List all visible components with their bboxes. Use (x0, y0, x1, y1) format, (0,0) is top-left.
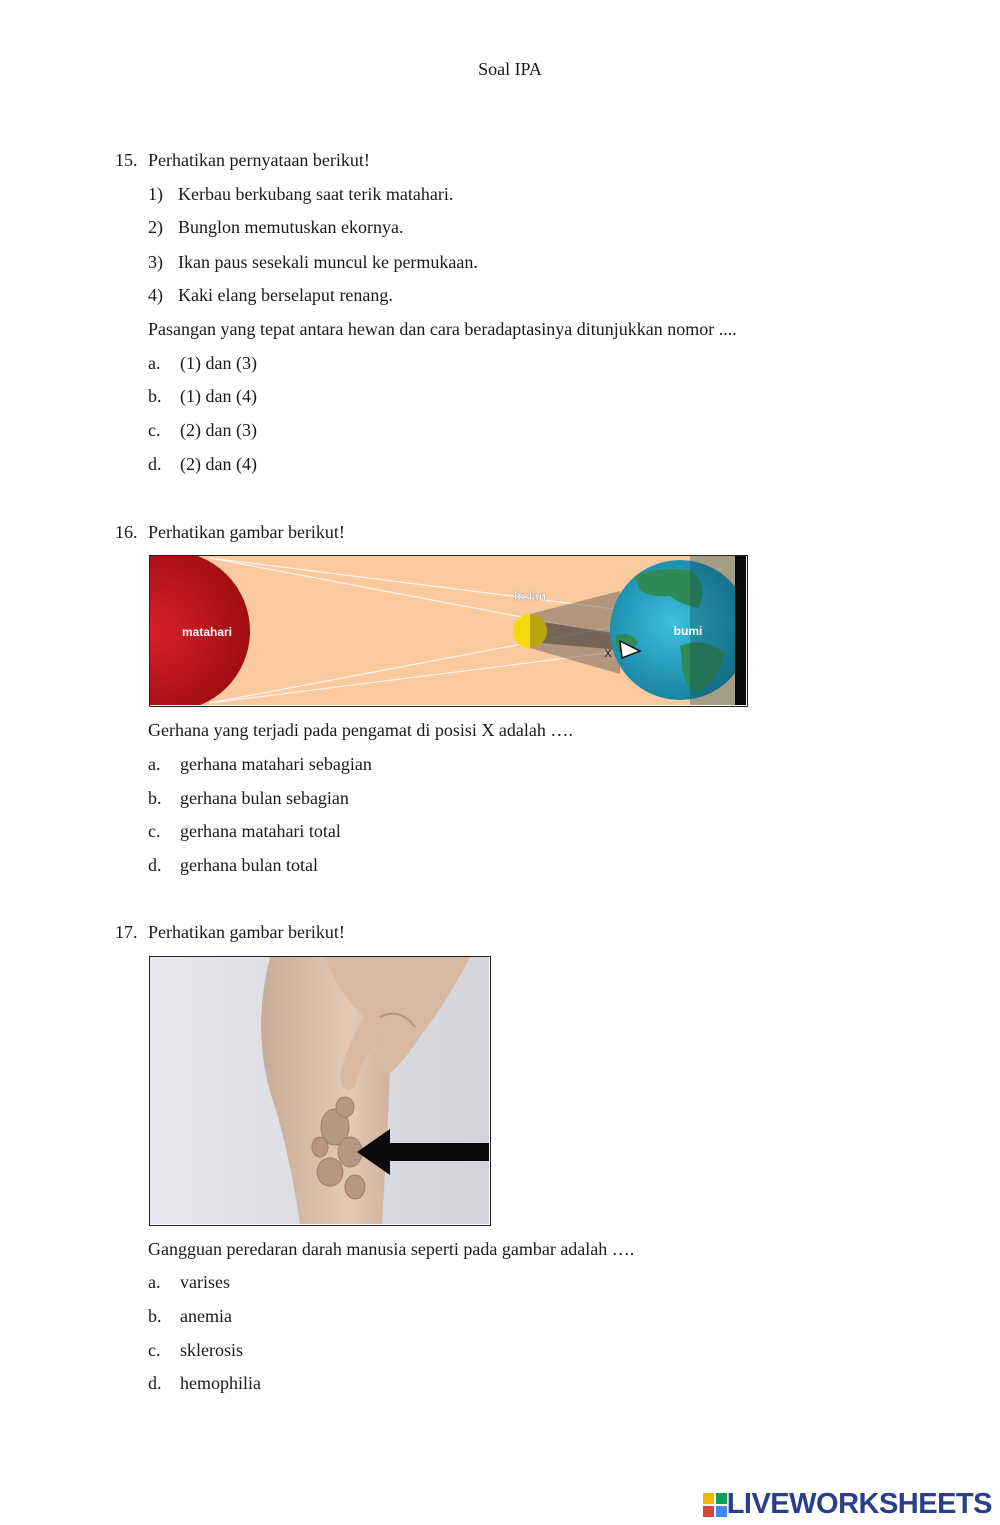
page-title: Soal IPA (478, 59, 542, 79)
option-letter: d. (148, 855, 162, 875)
option-text: (2) dan (4) (180, 454, 257, 474)
option-text: gerhana bulan sebagian (180, 788, 349, 808)
option-text: hemophilia (180, 1373, 261, 1393)
statement-number: 1) (148, 184, 163, 204)
option-letter: a. (148, 1272, 161, 1292)
option-text: (1) dan (3) (180, 353, 257, 373)
option-letter: b. (148, 788, 162, 808)
earth-label: bumi (673, 624, 703, 638)
option-text: (2) dan (3) (180, 420, 257, 440)
statement-text: Kaki elang berselaput renang. (178, 285, 393, 305)
option-text: sklerosis (180, 1340, 243, 1360)
eclipse-diagram (149, 555, 748, 707)
option-letter: c. (148, 1340, 161, 1360)
statement-number: 4) (148, 285, 163, 305)
question-text: Gangguan peredaran darah manusia seperti pada gambar adalah …. (148, 1239, 635, 1259)
varicose-leg-photo (149, 956, 491, 1226)
option-letter: c. (148, 821, 161, 841)
question-text: Pasangan yang tepat antara hewan dan cara beradaptasinya ditunjukkan nomor .... (148, 319, 737, 339)
option-letter: d. (148, 1373, 162, 1393)
observer-label: X (604, 648, 612, 660)
option-letter: c. (148, 420, 161, 440)
statement-text: Ikan paus sesekali muncul ke permukaan. (178, 252, 478, 272)
brand-name: LIVEWORKSHEETS (726, 1488, 992, 1520)
option-text: gerhana bulan total (180, 855, 318, 875)
option-text: gerhana matahari sebagian (180, 754, 372, 774)
question-prompt: Perhatikan gambar berikut! (148, 522, 345, 542)
option-letter: a. (148, 754, 161, 774)
statement-number: 2) (148, 217, 163, 237)
option-letter: a. (148, 353, 161, 373)
option-text: (1) dan (4) (180, 386, 257, 406)
statement-text: Kerbau berkubang saat terik matahari. (178, 184, 454, 204)
liveworksheets-logo-icon (703, 1493, 727, 1517)
question-number: 15. (115, 150, 138, 170)
question-prompt: Perhatikan pernyataan berikut! (148, 150, 370, 170)
question-text: Gerhana yang terjadi pada pengamat di posisi X adalah …. (148, 720, 573, 740)
statement-number: 3) (148, 252, 163, 272)
liveworksheets-logo[interactable] (703, 1488, 992, 1521)
option-letter: b. (148, 1306, 162, 1326)
sun-label: matahari (181, 625, 233, 639)
question-prompt: Perhatikan gambar berikut! (148, 922, 345, 942)
option-text: varises (180, 1272, 230, 1292)
option-text: anemia (180, 1306, 232, 1326)
moon-label: bulan (514, 589, 546, 603)
question-number: 17. (115, 922, 138, 942)
question-number: 16. (115, 522, 138, 542)
option-text: gerhana matahari total (180, 821, 341, 841)
statement-text: Bunglon memutuskan ekornya. (178, 217, 404, 237)
option-letter: b. (148, 386, 162, 406)
option-letter: d. (148, 454, 162, 474)
